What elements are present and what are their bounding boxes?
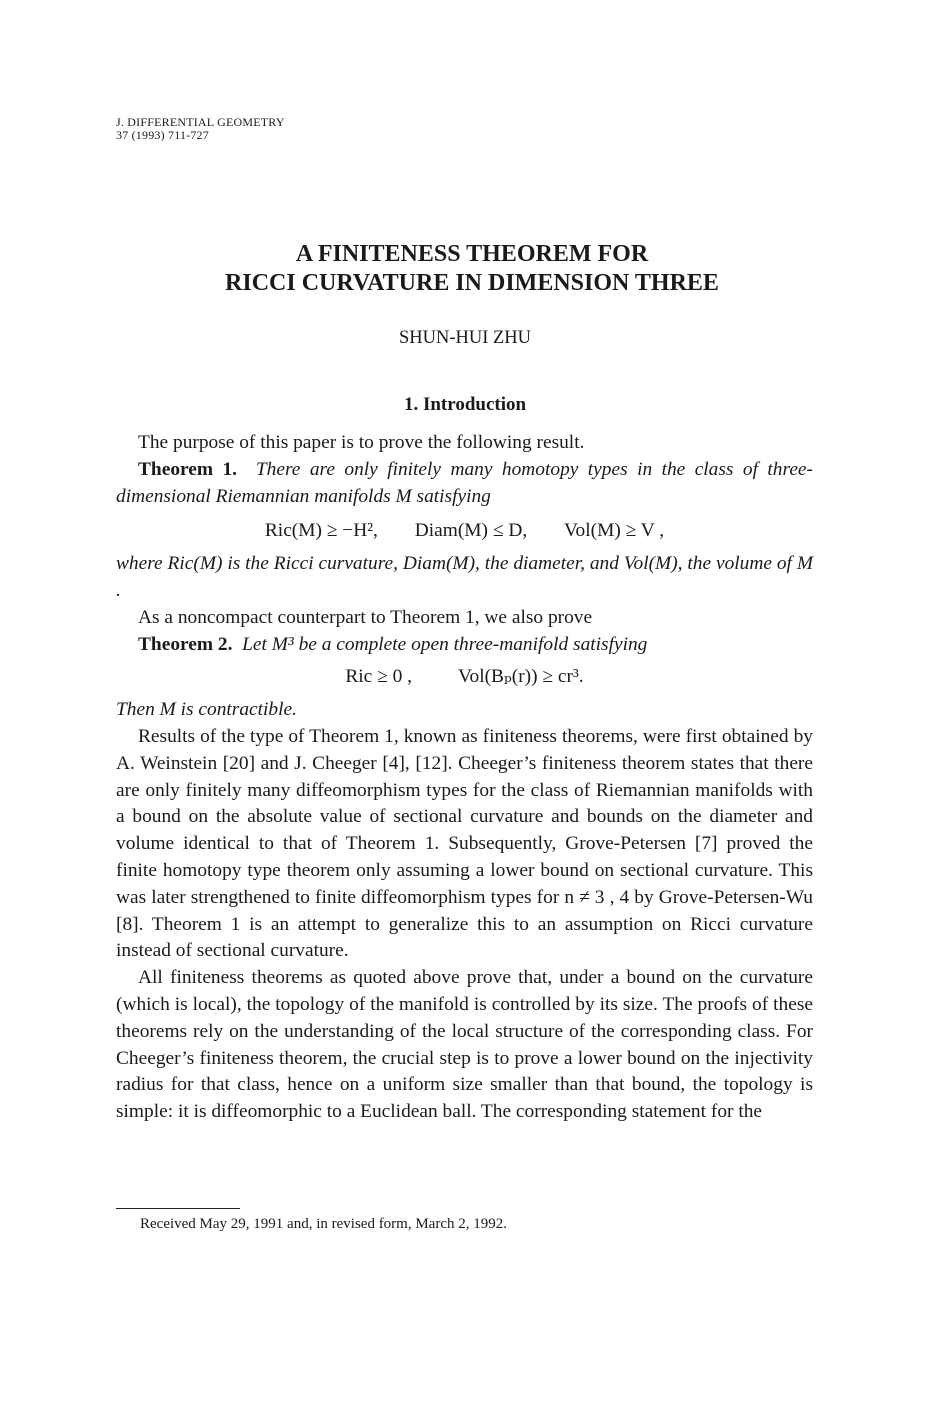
theorem-2-label: Theorem 2.: [138, 633, 233, 655]
body-text: [116, 430, 813, 1126]
section-heading: 1. Introduction: [403, 394, 527, 415]
footnote-rule: [116, 1208, 240, 1209]
equation-2: [116, 658, 813, 697]
journal-volume: 37 (1993) 711-727: [116, 128, 209, 142]
theorem-1: [116, 457, 813, 511]
paragraph-finiteness-history: Results of the type of Theorem 1, known as finiteness theorems, were first obtained by A. Weinstein [20] and J. Cheeger [4], [12]. Cheeger’s finiteness theorem states that there are only finitely many diffeomorphism types for the class of Riemannian manifolds with a bound on the absolute value of sectional curvature and bounds on the diameter and volume identical to that of Theorem 1. Subsequently, Grove-Petersen [7] proved the finite homotopy type theorem only assuming a lower bound on sectional curvature. This was later strengthened to finite diffeomorphism types for n ≠ 3 , 4 by Grove-Petersen-Wu [8]. Theorem 1 is an attempt to generalize this to an assumption on Ricci curvature instead of sectional curvature.: [116, 725, 813, 962]
equation-1-ricci: Ric(M) ≥ −H²,: [264, 520, 383, 542]
theorem-2: [116, 632, 813, 659]
counterpart-paragraph: As a noncompact counterpart to Theorem 1, we also prove: [138, 606, 593, 628]
journal-header: [116, 116, 285, 142]
equation-1: [116, 510, 813, 551]
theorem-2-statement: Let M³ be a complete open three-manifold satisfying: [242, 633, 648, 655]
equation-2-volume: Vol(Bₚ(r)) ≥ cr³.: [458, 666, 584, 688]
equation-1-volume: Vol(M) ≥ V ,: [564, 520, 665, 542]
equation-1-diameter: Diam(M) ≤ D,: [414, 520, 533, 542]
intro-paragraph: The purpose of this paper is to prove the following result.: [138, 432, 585, 453]
author-name: SHUN-HUI ZHU: [398, 328, 532, 348]
theorem-1-statement: There are only finitely many homotopy types in the class of three-dimensional Riemannian manifolds M satisfying: [116, 458, 813, 507]
title-line-1: A FINITENESS THEOREM FOR: [295, 241, 649, 267]
where-clause: where Ric(M) is the Ricci curvature, Diam(M), the diameter, and Vol(M), the volume of M .: [116, 553, 813, 601]
theorem-2-conclusion: Then M is contractible.: [116, 699, 297, 721]
journal-name: J. DIFFERENTIAL GEOMETRY: [116, 115, 285, 129]
title-line-2: RICCI CURVATURE IN DIMENSION THREE: [225, 270, 719, 296]
paper-title: [0, 240, 944, 298]
footnote-received: Received May 29, 1991 and, in revised form, March 2, 1992.: [140, 1216, 507, 1232]
theorem-1-label: Theorem 1.: [138, 458, 238, 480]
equation-2-ricci: Ric ≥ 0 ,: [345, 666, 413, 688]
paragraph-local-structure: All finiteness theorems as quoted above prove that, under a bound on the curvature (which is local), the topology of the manifold is controlled by its size. The proofs of these theorems rely on the understanding of the local structure of the corresponding class. For Cheeger’s finiteness theorem, the crucial step is to prove a lower bound on the injectivity radius for that class, hence on a uniform size smaller than that bound, the topology is simple: it is diffeomorphic to a Euclidean ball. The corresponding statement for the: [116, 967, 813, 1123]
